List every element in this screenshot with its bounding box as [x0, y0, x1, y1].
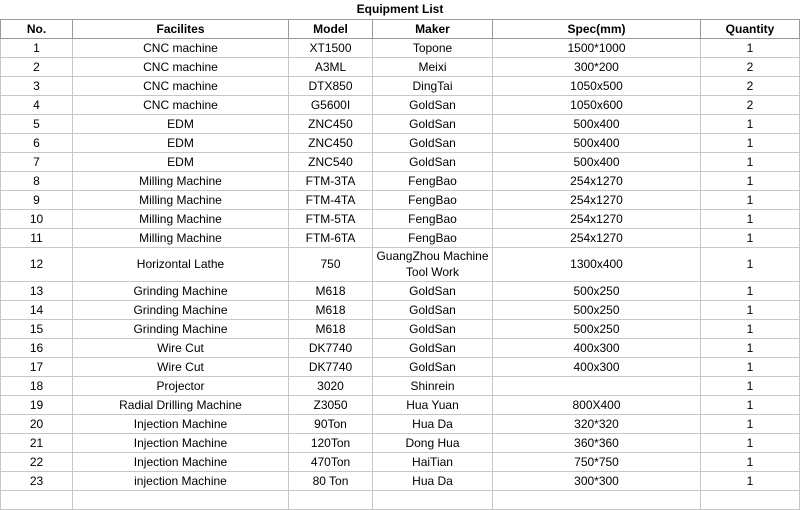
cell-maker[interactable]: FengBao	[373, 171, 493, 190]
cell-quantity[interactable]: 1	[701, 152, 800, 171]
table-row	[1, 300, 800, 319]
cell-facility[interactable]: Horizontal Lathe	[73, 247, 289, 281]
cell-no[interactable]: 19	[1, 395, 73, 414]
header-model[interactable]: Model	[289, 19, 373, 38]
cell-maker[interactable]: GuangZhou Machine Tool Work	[373, 247, 493, 281]
cell-spec[interactable]: 300*300	[493, 471, 701, 490]
cell-no[interactable]: 14	[1, 300, 73, 319]
cell-facility[interactable]: Injection Machine	[73, 452, 289, 471]
cell-no[interactable]: 2	[1, 57, 73, 76]
cell-spec[interactable]: 1050x500	[493, 76, 701, 95]
cell-quantity[interactable]: 1	[701, 114, 800, 133]
table-row	[1, 338, 800, 357]
table-row	[1, 57, 800, 76]
cell-maker[interactable]: Hua Yuan	[373, 395, 493, 414]
cell-maker[interactable]: GoldSan	[373, 114, 493, 133]
cell-facility[interactable]: EDM	[73, 152, 289, 171]
cell-facility[interactable]: CNC machine	[73, 95, 289, 114]
cell-spec[interactable]: 300*200	[493, 57, 701, 76]
cell-no[interactable]: 18	[1, 376, 73, 395]
cell-no[interactable]: 7	[1, 152, 73, 171]
cell-maker[interactable]: FengBao	[373, 228, 493, 247]
empty-cell[interactable]	[701, 490, 800, 509]
table-row	[1, 190, 800, 209]
cell-maker[interactable]: Topone	[373, 38, 493, 57]
header-maker[interactable]: Maker	[373, 19, 493, 38]
cell-facility[interactable]: Milling Machine	[73, 228, 289, 247]
cell-no[interactable]: 5	[1, 114, 73, 133]
cell-maker[interactable]: Hua Da	[373, 414, 493, 433]
cell-no[interactable]: 4	[1, 95, 73, 114]
title-row	[1, 0, 800, 19]
table-row	[1, 281, 800, 300]
cell-quantity[interactable]: 2	[701, 76, 800, 95]
table-row	[1, 395, 800, 414]
table-row	[1, 133, 800, 152]
empty-cell[interactable]	[289, 490, 373, 509]
cell-spec[interactable]: 750*750	[493, 452, 701, 471]
cell-maker[interactable]: HaiTian	[373, 452, 493, 471]
cell-facility[interactable]: Grinding Machine	[73, 300, 289, 319]
cell-spec[interactable]: 1500*1000	[493, 38, 701, 57]
table-row	[1, 38, 800, 57]
cell-no[interactable]: 23	[1, 471, 73, 490]
cell-spec[interactable]: 1300x400	[493, 247, 701, 281]
cell-model[interactable]: M618	[289, 300, 373, 319]
cell-no[interactable]: 8	[1, 171, 73, 190]
cell-model[interactable]: 120Ton	[289, 433, 373, 452]
cell-maker[interactable]: DingTai	[373, 76, 493, 95]
cell-model[interactable]: XT1500	[289, 38, 373, 57]
cell-quantity[interactable]: 1	[701, 395, 800, 414]
cell-facility[interactable]: EDM	[73, 133, 289, 152]
table-row	[1, 76, 800, 95]
cell-facility[interactable]: EDM	[73, 114, 289, 133]
cell-quantity[interactable]: 1	[701, 300, 800, 319]
cell-no[interactable]: 10	[1, 209, 73, 228]
cell-facility[interactable]: CNC machine	[73, 76, 289, 95]
cell-maker[interactable]: GoldSan	[373, 338, 493, 357]
cell-spec[interactable]: 500x250	[493, 319, 701, 338]
cell-spec[interactable]: 254x1270	[493, 171, 701, 190]
cell-maker[interactable]: GoldSan	[373, 319, 493, 338]
table-row	[1, 471, 800, 490]
cell-no[interactable]: 22	[1, 452, 73, 471]
cell-no[interactable]: 17	[1, 357, 73, 376]
cell-maker[interactable]: GoldSan	[373, 300, 493, 319]
table-row	[1, 376, 800, 395]
cell-spec[interactable]: 800X400	[493, 395, 701, 414]
cell-spec[interactable]: 500x250	[493, 300, 701, 319]
header-spec[interactable]: Spec(mm)	[493, 19, 701, 38]
cell-facility[interactable]: Injection Machine	[73, 433, 289, 452]
table-row	[1, 152, 800, 171]
cell-spec[interactable]: 254x1270	[493, 228, 701, 247]
cell-quantity[interactable]: 1	[701, 338, 800, 357]
cell-facility[interactable]: CNC machine	[73, 57, 289, 76]
cell-model[interactable]: DK7740	[289, 357, 373, 376]
cell-spec[interactable]	[493, 376, 701, 395]
cell-maker[interactable]: GoldSan	[373, 95, 493, 114]
cell-quantity[interactable]: 1	[701, 133, 800, 152]
cell-model[interactable]: A3ML	[289, 57, 373, 76]
cell-maker[interactable]: GoldSan	[373, 281, 493, 300]
cell-model[interactable]: 90Ton	[289, 414, 373, 433]
header-row	[1, 19, 800, 38]
cell-model[interactable]: FTM-6TA	[289, 228, 373, 247]
cell-model[interactable]: ZNC450	[289, 114, 373, 133]
cell-spec[interactable]: 400x300	[493, 338, 701, 357]
cell-spec[interactable]: 1050x600	[493, 95, 701, 114]
cell-model[interactable]: FTM-3TA	[289, 171, 373, 190]
cell-no[interactable]: 16	[1, 338, 73, 357]
cell-quantity[interactable]: 2	[701, 57, 800, 76]
table-row	[1, 114, 800, 133]
cell-quantity[interactable]: 1	[701, 38, 800, 57]
table-row	[1, 319, 800, 338]
cell-no[interactable]: 11	[1, 228, 73, 247]
cell-model[interactable]: 470Ton	[289, 452, 373, 471]
cell-facility[interactable]: Grinding Machine	[73, 319, 289, 338]
cell-model[interactable]: 3020	[289, 376, 373, 395]
empty-cell[interactable]	[493, 490, 701, 509]
cell-spec[interactable]: 400x300	[493, 357, 701, 376]
cell-model[interactable]: M618	[289, 319, 373, 338]
cell-facility[interactable]: Wire Cut	[73, 338, 289, 357]
cell-maker[interactable]: Meixi	[373, 57, 493, 76]
cell-model[interactable]: 750	[289, 247, 373, 281]
cell-quantity[interactable]: 1	[701, 376, 800, 395]
table-row	[1, 452, 800, 471]
cell-model[interactable]: 80 Ton	[289, 471, 373, 490]
cell-no[interactable]: 9	[1, 190, 73, 209]
cell-quantity[interactable]: 1	[701, 433, 800, 452]
cell-model[interactable]: ZNC450	[289, 133, 373, 152]
cell-quantity[interactable]: 1	[701, 452, 800, 471]
cell-no[interactable]: 12	[1, 247, 73, 281]
cell-maker[interactable]: GoldSan	[373, 133, 493, 152]
empty-cell[interactable]	[73, 490, 289, 509]
table-row	[1, 433, 800, 452]
cell-quantity[interactable]: 1	[701, 414, 800, 433]
header-no[interactable]: No.	[1, 19, 73, 38]
cell-no[interactable]: 13	[1, 281, 73, 300]
cell-no[interactable]: 21	[1, 433, 73, 452]
table-row	[1, 414, 800, 433]
cell-facility[interactable]: CNC machine	[73, 38, 289, 57]
cell-spec[interactable]: 500x400	[493, 152, 701, 171]
cell-quantity[interactable]: 1	[701, 209, 800, 228]
cell-maker[interactable]: GoldSan	[373, 357, 493, 376]
cell-quantity[interactable]: 1	[701, 228, 800, 247]
cell-maker[interactable]: Hua Da	[373, 471, 493, 490]
cell-model[interactable]: G5600I	[289, 95, 373, 114]
table-row	[1, 228, 800, 247]
cell-facility[interactable]: Milling Machine	[73, 209, 289, 228]
cell-facility[interactable]: Milling Machine	[73, 171, 289, 190]
cell-model[interactable]: FTM-5TA	[289, 209, 373, 228]
cell-model[interactable]: DK7740	[289, 338, 373, 357]
table-row	[1, 247, 800, 281]
cell-no[interactable]: 20	[1, 414, 73, 433]
cell-facility[interactable]: injection Machine	[73, 471, 289, 490]
cell-maker[interactable]: Dong Hua	[373, 433, 493, 452]
cell-no[interactable]: 3	[1, 76, 73, 95]
cell-model[interactable]: DTX850	[289, 76, 373, 95]
cell-quantity[interactable]: 1	[701, 471, 800, 490]
cell-facility[interactable]: Wire Cut	[73, 357, 289, 376]
cell-spec[interactable]: 254x1270	[493, 209, 701, 228]
cell-no[interactable]: 6	[1, 133, 73, 152]
cell-maker[interactable]: GoldSan	[373, 152, 493, 171]
cell-spec[interactable]: 254x1270	[493, 190, 701, 209]
cell-spec[interactable]: 320*320	[493, 414, 701, 433]
cell-no[interactable]: 1	[1, 38, 73, 57]
cell-spec[interactable]: 360*360	[493, 433, 701, 452]
cell-quantity[interactable]: 1	[701, 281, 800, 300]
empty-cell[interactable]	[373, 490, 493, 509]
header-quantity[interactable]: Quantity	[701, 19, 800, 38]
cell-model[interactable]: FTM-4TA	[289, 190, 373, 209]
cell-facility[interactable]: Injection Machine	[73, 414, 289, 433]
cell-quantity[interactable]: 1	[701, 319, 800, 338]
cell-quantity[interactable]: 1	[701, 190, 800, 209]
empty-cell[interactable]	[1, 490, 73, 509]
cell-maker[interactable]: FengBao	[373, 209, 493, 228]
cell-facility[interactable]: Radial Drilling Machine	[73, 395, 289, 414]
cell-facility[interactable]: Projector	[73, 376, 289, 395]
cell-spec[interactable]: 500x400	[493, 114, 701, 133]
table-row	[1, 95, 800, 114]
cell-facility[interactable]: Milling Machine	[73, 190, 289, 209]
cell-model[interactable]: Z3050	[289, 395, 373, 414]
header-facility[interactable]: Facilites	[73, 19, 289, 38]
cell-model[interactable]: M618	[289, 281, 373, 300]
cell-quantity[interactable]: 1	[701, 357, 800, 376]
cell-no[interactable]: 15	[1, 319, 73, 338]
table-row	[1, 357, 800, 376]
empty-row	[1, 490, 800, 509]
sheet-title[interactable]: Equipment List	[1, 0, 800, 19]
cell-spec[interactable]: 500x400	[493, 133, 701, 152]
cell-maker[interactable]: FengBao	[373, 190, 493, 209]
cell-model[interactable]: ZNC540	[289, 152, 373, 171]
cell-quantity[interactable]: 1	[701, 247, 800, 281]
cell-maker[interactable]: Shinrein	[373, 376, 493, 395]
cell-spec[interactable]: 500x250	[493, 281, 701, 300]
table-row	[1, 171, 800, 190]
table-row	[1, 209, 800, 228]
cell-quantity[interactable]: 1	[701, 171, 800, 190]
cell-quantity[interactable]: 2	[701, 95, 800, 114]
cell-facility[interactable]: Grinding Machine	[73, 281, 289, 300]
